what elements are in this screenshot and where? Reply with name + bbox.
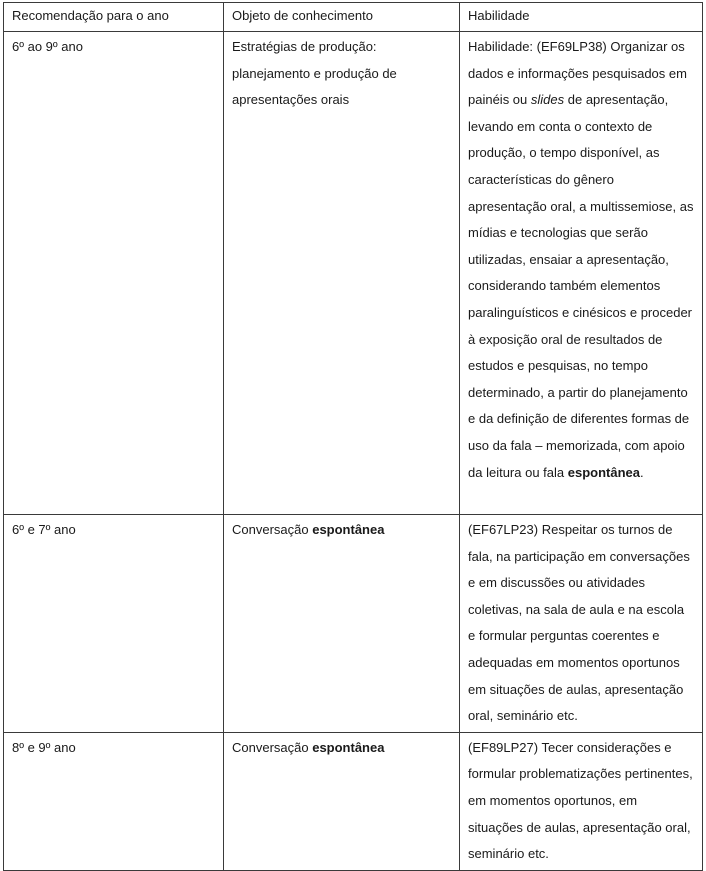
skill-text: (EF67LP23) Respeitar os turnos de fala, na participação em conversações e em discussões ou atividades coletivas, na sala de aula e na escola e formular perguntas coerentes e adequadas em momentos oportunos em situações de aulas, apresentação oral, seminário etc. xyxy=(468,522,690,724)
year-text: 8º e 9º ano xyxy=(12,739,76,755)
table-header xyxy=(4,3,703,32)
skill-text: (EF89LP27) Tecer considerações e formular problematizações pertinentes, em momentos oportunos, em situações de aulas, apresentação oral, seminário etc. xyxy=(468,739,693,862)
object-text: Conversação xyxy=(232,522,313,537)
year-text: 6º ao 9º ano xyxy=(12,39,83,54)
header-skill: Habilidade xyxy=(460,3,703,32)
object-text: Conversação xyxy=(232,739,313,755)
skill-bold-text: espontânea xyxy=(567,464,640,480)
year-text: 6º e 7º ano xyxy=(12,522,76,537)
object-bold-text: espontânea xyxy=(312,739,385,755)
table-header-row xyxy=(4,3,703,32)
cell-object xyxy=(224,32,460,515)
cell-skill xyxy=(460,515,703,733)
object-text: Estratégias de produção: planejamento e produção de apresentações orais xyxy=(232,39,397,108)
table-row xyxy=(4,32,703,515)
cell-skill xyxy=(460,732,703,870)
table-row xyxy=(4,515,703,733)
cell-skill xyxy=(460,32,703,515)
cell-year xyxy=(4,515,224,733)
curriculum-table xyxy=(3,2,703,871)
skill-text: Habilidade: (EF69LP38) Organizar os dados e informações pesquisados em painéis ou xyxy=(468,39,687,108)
header-year: Recomendação para o ano xyxy=(4,3,224,32)
cell-object xyxy=(224,515,460,733)
object-bold-text: espontânea xyxy=(312,522,385,537)
cell-year xyxy=(4,32,224,515)
table-row xyxy=(4,732,703,870)
skill-text-continued: de apresentação, levando em conta o contexto de produção, o tempo disponível, as características do gênero apresentação oral, a multissemiose, as mídias e tecnologias que serão utilizadas, ensaiar a apresentação, considerando também elementos paralinguísticos e cinésicos e proceder à exposição oral de resultados de estudos e pesquisas, no tempo determinado, a partir do planejamento e da definição de diferentes formas de uso da fala – memorizada, com apoio da leitura ou fala xyxy=(468,92,694,480)
skill-italic-text: slides xyxy=(530,92,565,108)
header-object: Objeto de conhecimento xyxy=(224,3,460,32)
cell-year xyxy=(4,732,224,870)
cell-object xyxy=(224,732,460,870)
skill-text-end: . xyxy=(639,464,644,480)
